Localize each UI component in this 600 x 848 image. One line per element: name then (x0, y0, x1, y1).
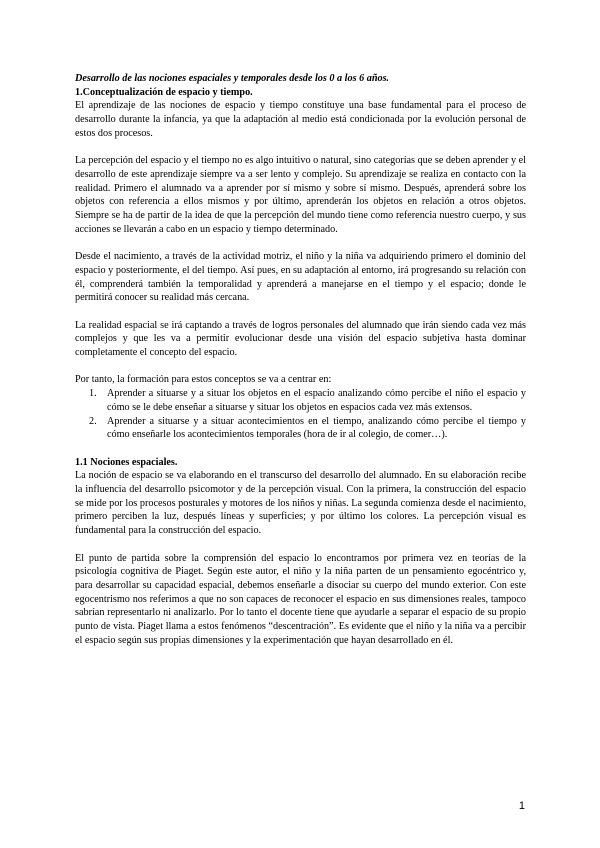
paragraph: El punto de partida sobre la comprensión del espacio lo encontramos por primera vez en teorías de la psicología cognitiva de Piaget. Según este autor, el niño y la niña parten de un pensamiento egocéntrico y, para desarrollar su capacidad espacial, debemos enseñarle a disociar su cuerpo del mundo exterior. Con este egocentrismo nos referimos a que no son capaces de reconocer el espacio en sus dimensiones reales, tampoco sabrían representarlo ni analizarlo. Por lo tanto el docente tiene que ayudarle a separar el espacio de su propio punto de vista. Piaget llama a estos fenómenos “descentración”. Es evidente que el niño y la niña va a percibir el espacio según sus propias dimensiones y la experimentación que hayan desarrollado en él. (75, 552, 526, 646)
document-title: Desarrollo de las nociones espaciales y temporales desde los 0 a los 6 años. (75, 73, 390, 84)
list-item-text: Aprender a situarse y a situar acontecimientos en el tiempo, analizando cómo percibe el tiempo y cómo enseñarle los acontecimientos temporales (hora de ir al colegio, de comer…). (107, 415, 526, 441)
list-item-number: 1. (89, 388, 97, 400)
document-page (75, 72, 526, 647)
page-number: 1 (518, 800, 525, 812)
section-heading-conceptualizacion: 1.Conceptualización de espacio y tiempo. (75, 86, 253, 98)
list-item-text: Aprender a situarse y a situar los objetos en el espacio analizando cómo percibe el niño el espacio y cómo se le debe enseñar a situarse y situar los objetos en espacios cada vez más extensos. (107, 388, 526, 413)
paragraph: Por tanto, la formación para estos conceptos se va a centrar en: (75, 374, 332, 386)
numbered-list (75, 387, 526, 442)
section-heading-nociones-espaciales: 1.1 Nociones espaciales. (75, 456, 178, 468)
list-item (75, 415, 526, 442)
list-item (75, 387, 526, 414)
paragraph: El aprendizaje de las nociones de espacio y tiempo constituye una base fundamental para el proceso de desarrollo durante la infancia, ya que la adaptación al medio está condicionada por la evolución personal de estos dos procesos. (75, 100, 526, 139)
paragraph: Desde el nacimiento, a través de la actividad motriz, el niño y la niña va adquiriendo primero el dominio del espacio y posteriormente, el del tiempo. Así pues, en su adaptación al entorno, irá progresando su relación con él, comprenderá también la temporalidad y aprenderá a manejarse en el tiempo y el espacio; donde le permitirá conocer su realidad más cercana. (75, 251, 526, 304)
paragraph: La noción de espacio se va elaborando en el transcurso del desarrollo del alumnado. En su elaboración recibe la influencia del desarrollo psicomotor y de la percepción visual. Con la primera, la construcción del espacio se mide por los procesos posturales y motores de los niños y niñas. La segunda comienza desde el nacimiento, primero perciben la luz, después líneas y superficies; y por último los colores. La percepción visual es fundamental para la construcción del espacio. (75, 470, 526, 537)
paragraph: La realidad espacial se irá captando a través de logros personales del alumnado que irán siendo cada vez más complejos y que les va a permitir evolucionar desde una visión del espacio subjetiva hasta dominar completamente el concepto del espacio. (75, 319, 526, 359)
paragraph: La percepción del espacio y el tiempo no es algo intuitivo o natural, sino categorías que se deben aprender y el desarrollo de este aprendizaje siempre va a ser lento y complejo. Su aprendizaje se realiza en contacto con la realidad. Primero el alumnado va a aprender por sí mismo y sobre sí mismo. Después, aprenderá sobre los objetos con referencia a ellos mismos y por último, aprenderán los objetos en relación a otros objetos. Siempre se ha de partir de la idea de que la percepción del mundo tiene como referencia nuestro cuerpo, y sus acciones se llevarán a cabo en un espacio y tiempo determinado. (75, 155, 526, 235)
list-item-number: 2. (89, 415, 97, 427)
